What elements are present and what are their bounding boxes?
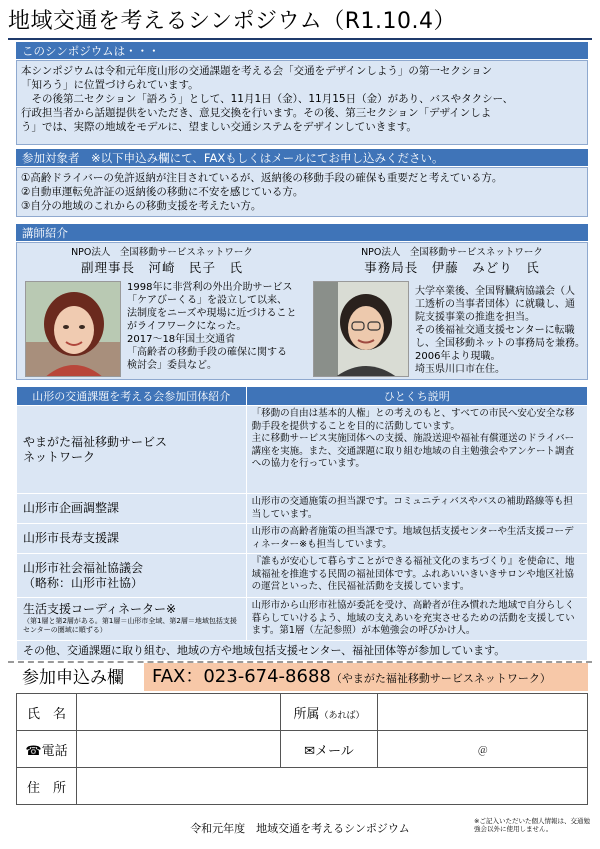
email-label: ✉メール xyxy=(280,731,378,768)
about-line: 「知ろう」に位置づけられています。 xyxy=(21,79,199,91)
org-desc: 山形市の高齢者施策の担当課です。地域包括支援センターや生活支援コーディネーター※も担当しています。 xyxy=(246,524,587,554)
org-name: やまがた福祉移動サービス ネットワーク xyxy=(17,406,247,494)
about-line: う」では、実際の地域をモデルに、望ましい交通システムをデザインしていきます。 xyxy=(21,121,417,133)
bio-line: 「高齢者の移動手段の確保に関する xyxy=(127,347,287,358)
org-desc: 山形市から山形市社協が委託を受け、高齢者が住み慣れた地域で自分らしく暮らしていけるよう、地域の支えあいを充実させるための活動を支援しています。第1層（左記参照）が本勉強会の呼びかけ人。 xyxy=(246,598,587,641)
page-title: 地域交通を考えるシンポジウム（R1.10.4） xyxy=(8,9,456,34)
table-row xyxy=(17,598,588,641)
org-name: 山形市社会福祉協議会 （略称：山形市社協） xyxy=(17,554,247,598)
speaker-right-bio xyxy=(415,285,587,376)
speaker-right-name: 事務局長 伊藤 みどり 氏 xyxy=(364,260,540,275)
form-row-contact xyxy=(17,731,588,768)
fax-number: FAX：023-674-8688 xyxy=(152,666,331,687)
form-title: 参加申込み欄 xyxy=(22,668,124,688)
audience-heading: 参加対象者 ※以下申込み欄にて、FAXもしくはメールにてお申し込みください。 xyxy=(16,149,588,166)
fax-box xyxy=(144,663,588,691)
audience-item: ③自分の地域のこれからの移動支援を考えたい方。 xyxy=(21,200,262,212)
org-desc: 「移動の自由は基本的人権」との考えのもと、すべての市民へ安心安全な移動手段を提供することを目的に活動しています。 主に移動サービス実施団体への支援、施設送迎や福祉有償運送のドライバー講座を実施。また、交通課題に取り組む地域の自主勉強会やアンケート調査への協力を行っています。 xyxy=(246,406,587,494)
address-field[interactable] xyxy=(76,768,587,805)
bio-line: 院支援事業の推進を担当。 xyxy=(415,312,535,323)
email-field[interactable]: ＠ xyxy=(378,731,588,768)
speaker-right-affiliation: NPO法人 全国移動サービスネットワーク xyxy=(361,247,543,258)
org-note: （第1層と第2層がある。第1層＝山形市全域、第2層＝地域包括支援センターの圏域に順ずる） xyxy=(23,617,237,635)
affiliation-label: 所属 xyxy=(293,706,320,722)
table-footer-row xyxy=(17,640,588,660)
bio-line: 検討会」委員など。 xyxy=(127,360,217,371)
speaker-left-photo xyxy=(25,281,121,377)
org-desc: 山形市の交通施策の担当課です。コミュニティバスやバスの補助路線等も担当しています。 xyxy=(246,494,587,524)
about-line: 本シンポジウムは令和元年度山形の交通課題を考える会「交通をデザインしよう」の第一セクション xyxy=(21,65,493,77)
bio-line: 2006年より現職。 xyxy=(415,351,501,362)
about-line: その後第二セクション「語ろう」として、11月1日（金）、11月15日（金）があり、バスやタクシー、 xyxy=(21,93,514,105)
form-row-address xyxy=(17,768,588,805)
title-underline xyxy=(8,38,592,40)
table-row xyxy=(17,524,588,554)
speaker-left-name: 副理事長 河崎 民子 氏 xyxy=(80,260,243,275)
org-name: 山形市企画調整課 xyxy=(17,494,247,524)
speaker-left-affiliation: NPO法人 全国移動サービスネットワーク xyxy=(71,247,253,258)
affiliation-note: （あれば） xyxy=(319,710,365,721)
org-name-cell xyxy=(17,598,247,641)
bio-line: その後福祉交通支援センターに転職 xyxy=(415,325,575,336)
header-org: 山形の交通課題を考える会参加団体紹介 xyxy=(17,387,247,406)
org-name: 山形市長寿支援課 xyxy=(17,524,247,554)
privacy-note: ※ご記入いただいた個人情報は、交通勉強会以外に使用しません。 xyxy=(474,817,590,833)
bio-line: 大学卒業後、全国腎臓病協議会（人 xyxy=(415,286,575,297)
table-row xyxy=(17,554,588,598)
fax-org: （やまがた福祉移動サービスネットワーク） xyxy=(330,672,551,685)
speaker-left-bio xyxy=(127,281,307,372)
about-heading: このシンポジウムは・・・ xyxy=(16,42,588,59)
bio-line: がライフワークになった。 xyxy=(127,321,247,332)
audience-item: ①高齢ドライバーの免許返納が注目されているが、返納後の移動手段の確保も重要だと考えている方。 xyxy=(21,172,503,184)
bio-line: 埼玉県川口市在住。 xyxy=(415,364,505,375)
phone-label: ☎電話 xyxy=(17,731,77,768)
table-header-row xyxy=(17,387,588,406)
audience-panel xyxy=(16,167,588,217)
org-desc: 『誰もが安心して暮らすことができる福祉文化のまちづくり』を使命に、地域福祉を推進する民間の福祉団体です。ふれあいいきいきサロンや地区社協の運営といった、住民福祉活動を支援しています。 xyxy=(246,554,587,598)
affiliation-label-cell xyxy=(280,694,378,731)
name-field[interactable] xyxy=(76,694,280,731)
about-line: 行政担当者から話題提供をいただき、意見交換を行います。その後、第三セクション「デザインしよ xyxy=(21,107,492,119)
speaker-right-photo xyxy=(313,281,409,377)
speakers-panel xyxy=(16,242,588,380)
name-label: 氏 名 xyxy=(17,694,77,731)
table-row xyxy=(17,406,588,494)
bio-line: し、全国移動ネットの事務局を兼務。 xyxy=(415,338,585,349)
bio-line: 「ケアびーくる」を設立して以来、 xyxy=(127,295,287,306)
affiliation-field[interactable] xyxy=(378,694,588,731)
speakers-heading: 講師紹介 xyxy=(16,224,588,241)
bio-line: 1998年に非営利の外出介助サービス xyxy=(127,282,293,293)
bio-line: 法制度をニーズや現場に近づけること xyxy=(127,308,297,319)
audience-item: ②自動車運転免許証の返納後の移動に不安を感じている方。 xyxy=(21,186,304,198)
portrait-image xyxy=(314,282,409,377)
bio-line: 工透析の当事者団体）に就職し、通 xyxy=(415,299,575,310)
org-name: 生活支援コーディネーター※ xyxy=(23,602,177,617)
portrait-image xyxy=(26,282,121,377)
about-panel xyxy=(16,60,588,145)
groups-footer: その他、交通課題に取り組む、地域の方や地域包括支援センター、福祉団体等が参加しています。 xyxy=(17,640,588,660)
header-desc: ひとくち説明 xyxy=(246,387,587,406)
phone-field[interactable] xyxy=(76,731,280,768)
application-form xyxy=(16,693,588,805)
footer-text: 令和元年度 地域交通を考えるシンポジウム xyxy=(190,822,410,835)
form-row-name xyxy=(17,694,588,731)
table-row xyxy=(17,494,588,524)
address-label: 住 所 xyxy=(17,768,77,805)
groups-table xyxy=(16,386,588,661)
bio-line: 2017～18年国土交通省 xyxy=(127,334,236,345)
